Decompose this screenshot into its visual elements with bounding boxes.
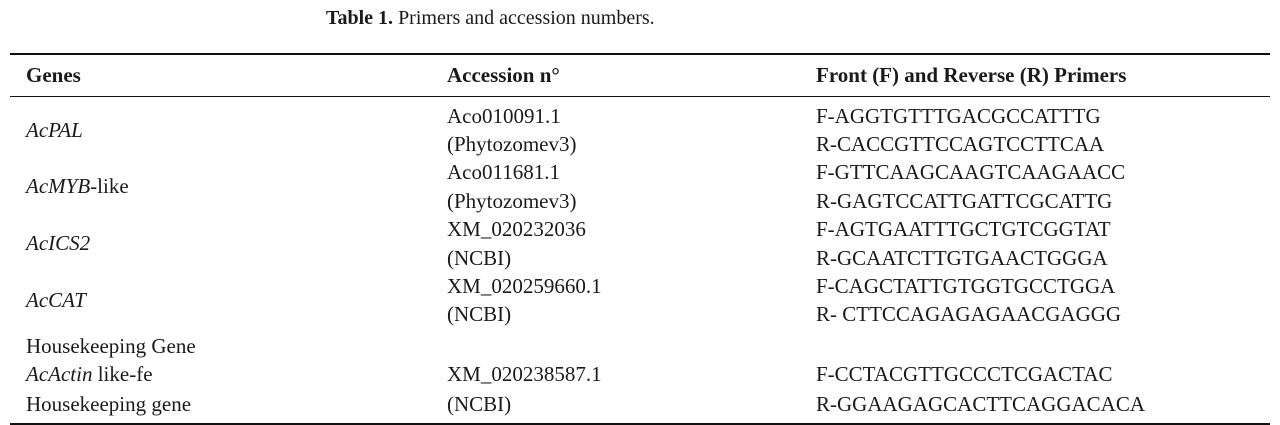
forward-primer: F-CAGCTATTGTGGTGCCTGGA [816,274,1116,298]
gene-name-suffix: -like [90,174,129,198]
gene-name [26,362,153,386]
gene-name-suffix: like-fe [92,362,153,386]
gene-name-italic: AcActin [26,362,93,386]
reverse-primer: R- CTTCCAGAGAGAACGAGGG [816,302,1122,326]
gene-category: Housekeeping Gene [26,334,196,358]
gene-name-italic: AcICS2 [26,231,91,255]
table-caption [326,6,655,30]
accession-source: (Phytozomev3) [447,132,577,156]
accession-id: Aco011681.1 [447,160,560,184]
forward-primer: F-AGGTGTTTGACGCCATTTG [816,104,1101,128]
accession-id: Aco010091.1 [447,104,561,128]
gene-name-italic: AcPAL [26,118,83,142]
accession-source: (NCBI) [447,302,512,326]
forward-primer: F-AGTGAATTTGCTGTCGGTAT [816,217,1111,241]
header-accession: Accession n° [447,63,560,87]
gene-name [26,118,83,142]
header-genes: Genes [26,63,81,87]
accession-source: (Phytozomev3) [447,189,577,213]
accession-id: XM_020238587.1 [447,362,602,386]
caption-label: Table 1. [326,7,394,29]
accession-id: XM_020232036 [447,217,586,241]
gene-name-italic: AcMYB [26,174,91,198]
reverse-primer: R-GAGTCCATTGATTCGCATTG [816,189,1113,213]
gene-name [26,231,90,255]
reverse-primer: R-GCAATCTTGTGAACTGGGA [816,246,1108,270]
forward-primer: F-CCTACGTTGCCCTCGACTAC [816,362,1113,386]
gene-category: Housekeeping gene [26,392,192,416]
accession-source: (NCBI) [447,392,512,416]
gene-name-italic: AcCAT [26,288,86,312]
table-top-rule [10,53,1270,55]
gene-name [26,288,86,312]
table-header-rule [10,96,1270,97]
reverse-primer: R-CACCGTTCCAGTCCTTCAA [816,132,1105,156]
header-primers: Front (F) and Reverse (R) Primers [816,63,1127,87]
caption-text: Primers and accession numbers. [393,7,655,29]
forward-primer: F-GTTCAAGCAAGTCAAGAACC [816,160,1126,184]
accession-source: (NCBI) [447,246,512,270]
gene-name [26,174,129,198]
reverse-primer: R-GGAAGAGCACTTCAGGACACA [816,392,1146,416]
accession-id: XM_020259660.1 [447,274,602,298]
